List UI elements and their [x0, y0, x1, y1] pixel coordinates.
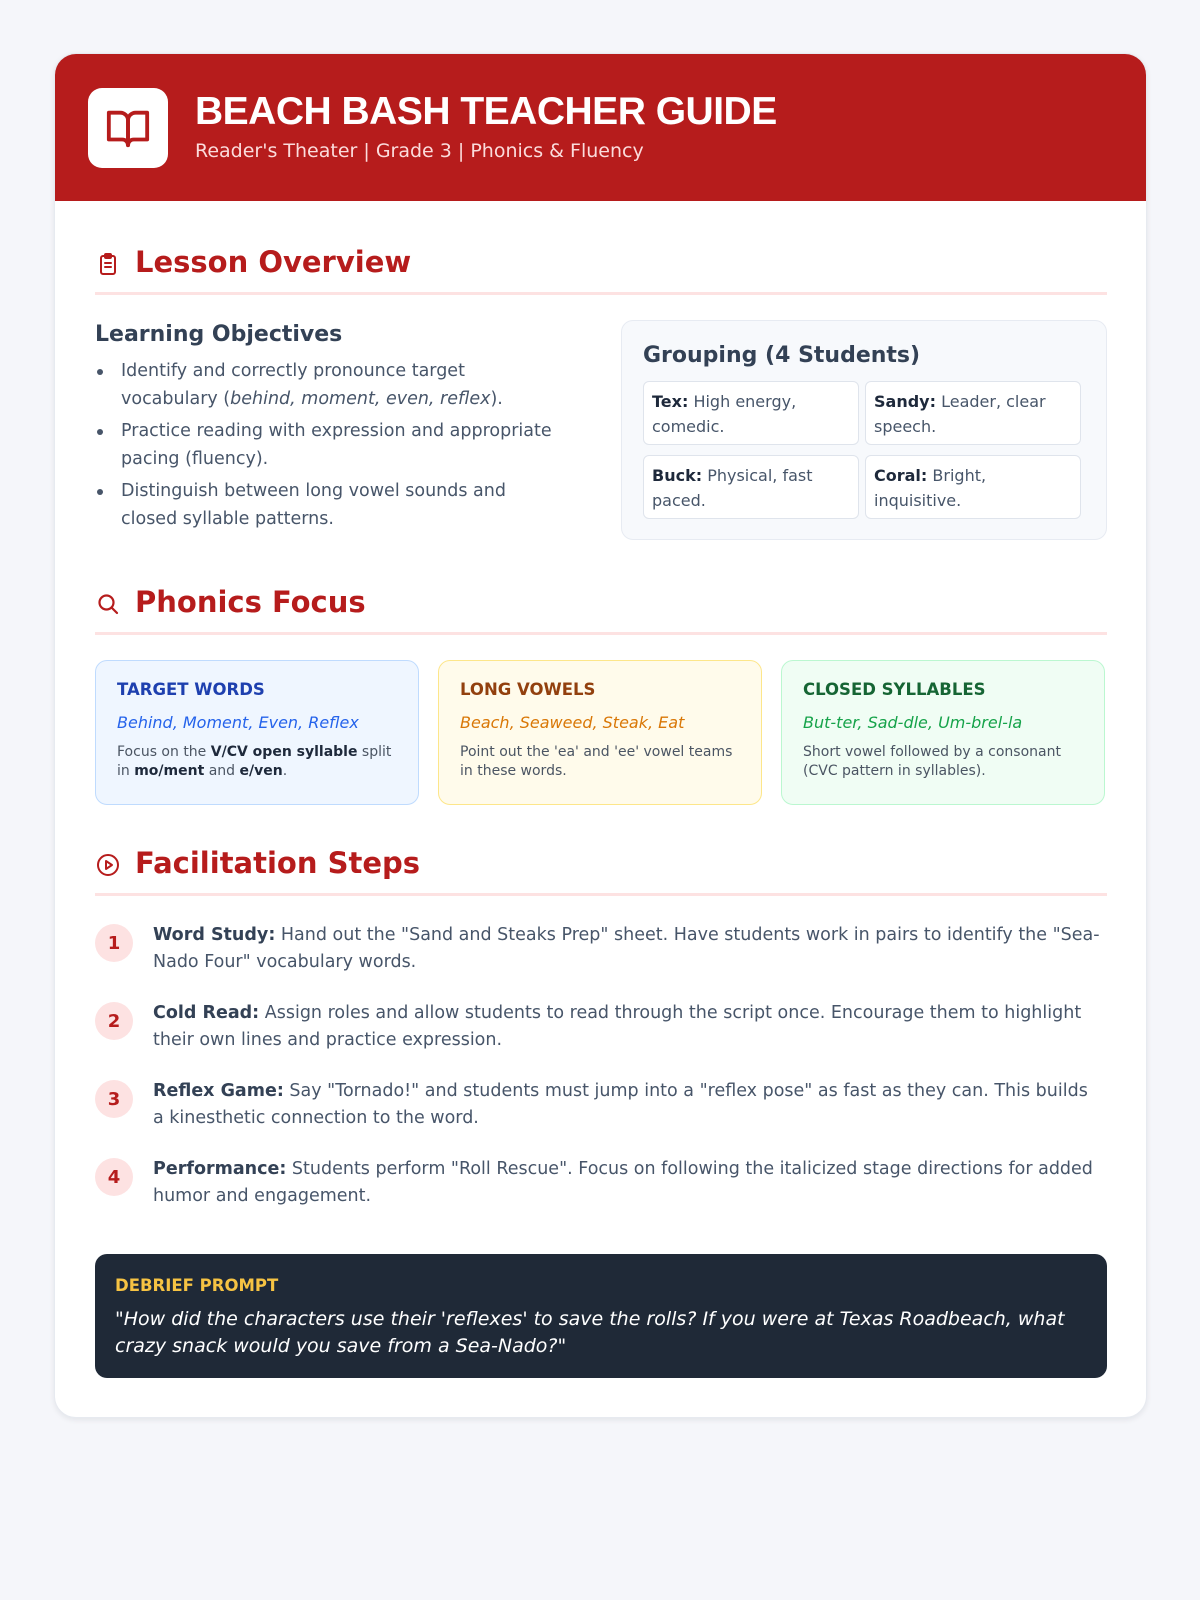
play-circle-icon: [95, 852, 121, 878]
step-text: Performance: Students perform "Roll Rescue". Focus on following the italicized stage directions for added humor and engagement.: [153, 1159, 1093, 1206]
card-words: Beach, Seaweed, Steak, Eat: [460, 713, 685, 732]
card-title: CLOSED SYLLABLES: [803, 680, 986, 699]
card-title: LONG VOWELS: [460, 680, 596, 699]
objectives-title: Learning Objectives: [95, 322, 343, 347]
phonics-card-target-words: [95, 660, 419, 805]
step-number: 3: [95, 1080, 133, 1118]
section-title: Lesson Overview: [135, 245, 412, 279]
student-role-sandy: Sandy: Leader, clear speech.: [865, 381, 1081, 445]
grouping-title: Grouping (4 Students): [643, 343, 921, 368]
grouping-panel: [621, 320, 1107, 540]
debrief-label: DEBRIEF PROMPT: [115, 1276, 279, 1295]
card-description: Focus on the V/CV open syllable split in mo/ment and e/ven.: [117, 744, 392, 779]
debrief-prompt-box: [95, 1254, 1107, 1378]
student-role-tex: Tex: High energy, comedic.: [643, 381, 859, 445]
student-role-buck: Buck: Physical, fast paced.: [643, 455, 859, 519]
step-number: 4: [95, 1158, 133, 1196]
step-number: 2: [95, 1002, 133, 1040]
lesson-overview-header: [95, 245, 1107, 295]
card-words: Behind, Moment, Even, Reflex: [117, 713, 359, 732]
clipboard-icon: [95, 251, 121, 277]
step-text: Cold Read: Assign roles and allow students to read through the script once. Encourage them to highlight their own lines and practice expression.: [153, 1003, 1082, 1050]
step-number: 1: [95, 924, 133, 962]
objectives-list: [95, 357, 565, 537]
page-subtitle: Reader's Theater | Grade 3 | Phonics & Fluency: [195, 140, 644, 162]
list-item: Practice reading with expression and appropriate pacing (fluency).: [95, 417, 565, 473]
phonics-card-long-vowels: [438, 660, 762, 805]
facilitation-steps-header: [95, 846, 1107, 896]
page-title: BEACH BASH TEACHER GUIDE: [195, 90, 777, 133]
list-item: Identify and correctly pronounce target vocabulary (behind, moment, even, reflex).: [95, 357, 565, 413]
debrief-text: "How did the characters use their 'reflexes' to save the rolls? If you were at Texas Roadbeach, what crazy snack would you save from a Sea-Nado?": [115, 1308, 1065, 1357]
section-title: Phonics Focus: [135, 585, 366, 619]
student-role-coral: Coral: Bright, inquisitive.: [865, 455, 1081, 519]
card-description: Point out the 'ea' and 'ee' vowel teams in these words.: [460, 744, 733, 779]
step-text: Word Study: Hand out the "Sand and Steaks Prep" sheet. Have students work in pairs to identify the "Sea-Nado Four" vocabulary words.: [153, 925, 1100, 972]
header-banner: [55, 54, 1146, 201]
list-item: Distinguish between long vowel sounds and closed syllable patterns.: [95, 477, 565, 533]
section-title: Facilitation Steps: [135, 846, 421, 880]
book-icon: [88, 88, 168, 168]
card-description: Short vowel followed by a consonant (CVC pattern in syllables).: [803, 744, 1061, 779]
guide-card: [54, 53, 1147, 1418]
phonics-card-closed-syllables: [781, 660, 1105, 805]
search-icon: [95, 591, 121, 617]
phonics-focus-header: [95, 585, 1107, 635]
card-words: But-ter, Sad-dle, Um-brel-la: [803, 713, 1023, 732]
card-title: TARGET WORDS: [117, 680, 265, 699]
step-text: Reflex Game: Say "Tornado!" and students must jump into a "reflex pose" as fast as they can. This builds a kinesthetic connection to the word.: [153, 1081, 1088, 1128]
